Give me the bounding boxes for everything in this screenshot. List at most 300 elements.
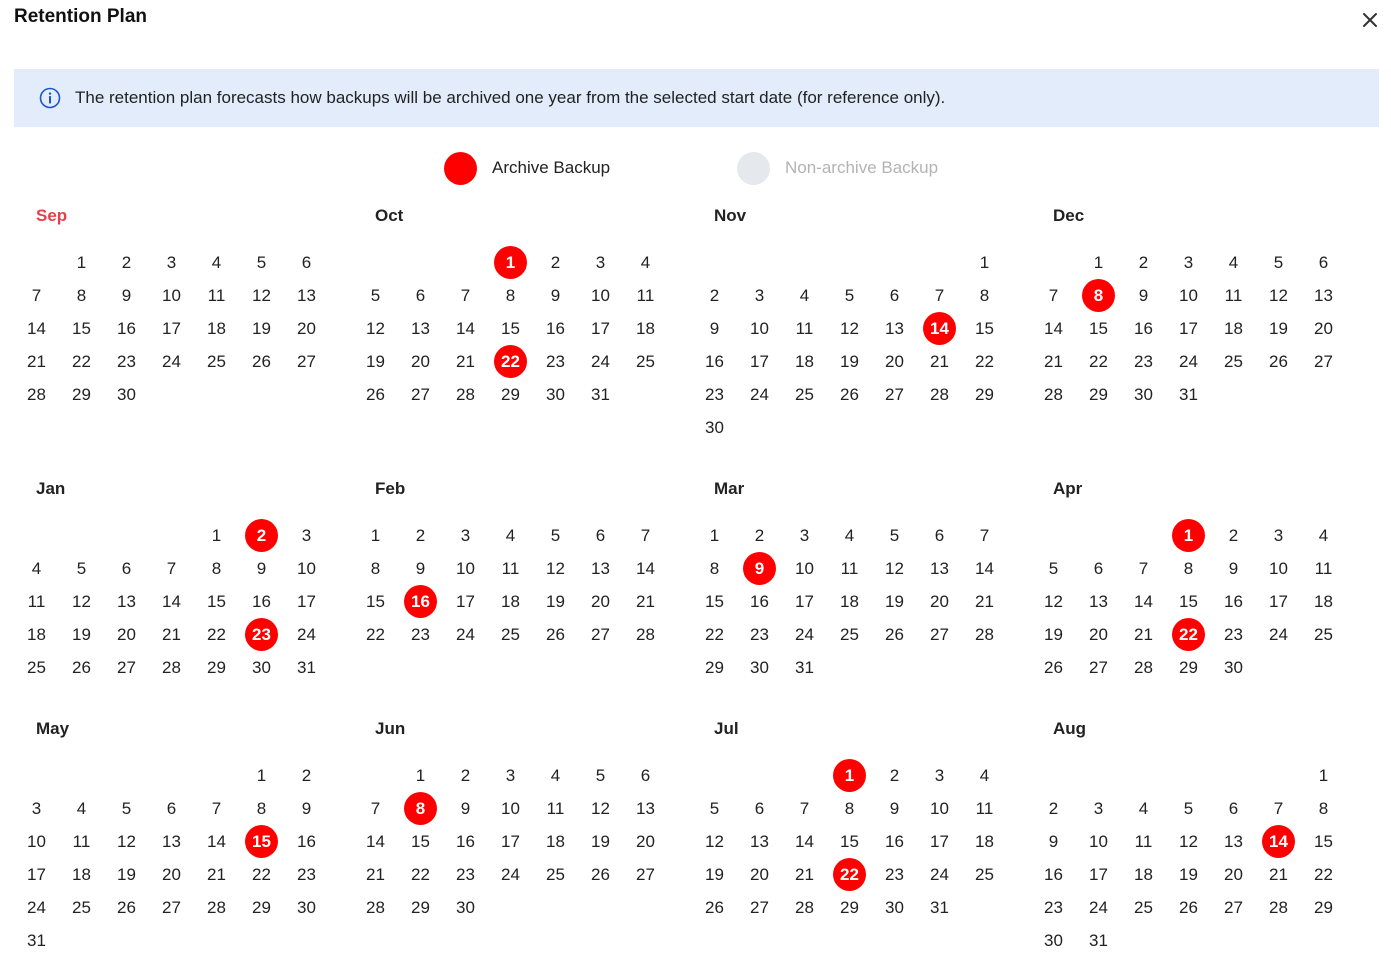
calendar-day: 9 <box>121 286 132 305</box>
calendar-day: 12 <box>705 832 724 851</box>
calendar-day: 29 <box>1179 658 1198 677</box>
calendar-day: 4 <box>505 526 516 545</box>
archive-day: 1 <box>494 246 527 279</box>
calendar-day: 11 <box>795 319 814 338</box>
calendar-day: 12 <box>1179 832 1198 851</box>
calendar-day: 9 <box>1138 286 1149 305</box>
calendar-day: 15 <box>207 592 226 611</box>
calendar-day: 26 <box>1269 352 1288 371</box>
calendar-day: 28 <box>975 625 994 644</box>
calendar-day: 24 <box>930 865 949 884</box>
info-text: The retention plan forecasts how backups will be archived one year from the selected start date (for reference only). <box>75 88 946 107</box>
calendar-day: 20 <box>1089 625 1108 644</box>
month-jan <box>27 479 350 719</box>
month-may <box>27 719 350 959</box>
month-jul <box>705 719 1028 959</box>
calendar-day: 7 <box>460 286 471 305</box>
calendar-day: 5 <box>595 766 606 785</box>
calendar-day: 4 <box>1228 253 1239 272</box>
calendar-day: 30 <box>252 658 271 677</box>
calendar-day: 25 <box>1134 898 1153 917</box>
month-name: Jan <box>36 479 66 498</box>
calendar-day: 27 <box>591 625 610 644</box>
calendar-day: 15 <box>72 319 91 338</box>
calendar-day: 5 <box>121 799 132 818</box>
calendar-day: 24 <box>795 625 814 644</box>
calendar-day: 6 <box>1228 799 1239 818</box>
calendar-day: 6 <box>595 526 606 545</box>
calendar-day: 28 <box>162 658 181 677</box>
calendar-day: 20 <box>750 865 769 884</box>
calendar-day: 25 <box>501 625 520 644</box>
calendar-day: 5 <box>256 253 267 272</box>
calendar-day: 20 <box>591 592 610 611</box>
calendar-day: 17 <box>297 592 316 611</box>
archive-day: 22 <box>494 345 527 378</box>
calendar-day: 12 <box>1269 286 1288 305</box>
calendar-day: 10 <box>1179 286 1198 305</box>
calendar-day: 20 <box>1224 865 1243 884</box>
calendar-day: 28 <box>27 385 46 404</box>
calendar-day: 2 <box>889 766 900 785</box>
calendar-day: 28 <box>456 385 475 404</box>
calendar-day: 23 <box>1134 352 1153 371</box>
calendar-day: 29 <box>705 658 724 677</box>
calendar-day: 8 <box>709 559 720 578</box>
calendar-day: 12 <box>591 799 610 818</box>
calendar-day: 23 <box>297 865 316 884</box>
calendar-day: 27 <box>930 625 949 644</box>
calendar-day: 17 <box>591 319 610 338</box>
calendar-day: 8 <box>256 799 267 818</box>
calendar-day: 23 <box>885 865 904 884</box>
calendar-day: 11 <box>72 832 91 851</box>
calendar-day: 17 <box>750 352 769 371</box>
calendar-day: 6 <box>640 766 651 785</box>
calendar-day: 26 <box>117 898 136 917</box>
month-name: Aug <box>1053 719 1087 738</box>
calendar-day: 4 <box>550 766 561 785</box>
calendar-day: 2 <box>301 766 312 785</box>
calendar-day: 23 <box>1224 625 1243 644</box>
calendar-day: 10 <box>930 799 949 818</box>
calendar-day: 22 <box>366 625 385 644</box>
calendar-day: 30 <box>1044 931 1063 950</box>
calendar-day: 9 <box>550 286 561 305</box>
calendar-day: 13 <box>1089 592 1108 611</box>
calendar-day: 10 <box>795 559 814 578</box>
month-dec <box>1044 206 1367 446</box>
calendar-day: 26 <box>72 658 91 677</box>
calendar-day: 29 <box>72 385 91 404</box>
calendar-day: 26 <box>546 625 565 644</box>
calendar-day: 14 <box>366 832 385 851</box>
calendar-day: 16 <box>1224 592 1243 611</box>
calendar-day: 3 <box>1273 526 1284 545</box>
month-nov <box>705 206 1028 446</box>
calendar-day: 16 <box>1044 865 1063 884</box>
calendar-day: 11 <box>1134 832 1153 851</box>
archive-day: 1 <box>1172 519 1205 552</box>
calendar-day: 5 <box>1048 559 1059 578</box>
calendar-day: 10 <box>297 559 316 578</box>
calendar-day: 21 <box>27 352 46 371</box>
calendar-day: 18 <box>795 352 814 371</box>
calendar-day: 4 <box>31 559 42 578</box>
month-name: Apr <box>1053 479 1083 498</box>
calendar-day: 15 <box>411 832 430 851</box>
calendar-day: 7 <box>370 799 381 818</box>
calendar-day: 29 <box>1314 898 1333 917</box>
calendar-day: 13 <box>930 559 949 578</box>
calendar-day: 5 <box>709 799 720 818</box>
calendar-day: 24 <box>750 385 769 404</box>
calendar-day: 21 <box>1269 865 1288 884</box>
calendar-day: 1 <box>256 766 267 785</box>
calendar-day: 13 <box>636 799 655 818</box>
calendar-day: 21 <box>456 352 475 371</box>
calendar-day: 6 <box>121 559 132 578</box>
calendar-day: 8 <box>211 559 222 578</box>
calendar-day: 21 <box>162 625 181 644</box>
calendar-day: 9 <box>1228 559 1239 578</box>
calendar-day: 22 <box>72 352 91 371</box>
legend-label: Non-archive Backup <box>785 158 939 177</box>
calendar-day: 12 <box>840 319 859 338</box>
calendar-day: 14 <box>207 832 226 851</box>
calendar-day: 19 <box>252 319 271 338</box>
calendar-day: 16 <box>297 832 316 851</box>
calendar-day: 22 <box>1314 865 1333 884</box>
calendar-day: 19 <box>1269 319 1288 338</box>
calendar-day: 19 <box>705 865 724 884</box>
calendar-day: 11 <box>1224 286 1243 305</box>
calendar-day: 27 <box>1224 898 1243 917</box>
calendar-day: 9 <box>415 559 426 578</box>
calendar-day: 5 <box>889 526 900 545</box>
calendar-day: 8 <box>505 286 516 305</box>
calendar-day: 25 <box>546 865 565 884</box>
calendar-day: 22 <box>705 625 724 644</box>
calendar-day: 1 <box>1093 253 1104 272</box>
calendar-day: 15 <box>840 832 859 851</box>
archive-day: 2 <box>245 519 278 552</box>
calendar-day: 13 <box>1224 832 1243 851</box>
calendar-day: 23 <box>705 385 724 404</box>
calendar-day: 23 <box>750 625 769 644</box>
calendar-day: 21 <box>795 865 814 884</box>
calendar-day: 3 <box>754 286 765 305</box>
calendar-day: 7 <box>640 526 651 545</box>
calendar-day: 6 <box>754 799 765 818</box>
calendar-day: 23 <box>411 625 430 644</box>
calendar-day: 2 <box>1048 799 1059 818</box>
archive-day: 22 <box>833 858 866 891</box>
calendar-day: 4 <box>640 253 651 272</box>
calendar-day: 18 <box>1314 592 1333 611</box>
calendar-day: 2 <box>1228 526 1239 545</box>
calendar-day: 21 <box>975 592 994 611</box>
calendar-day: 21 <box>636 592 655 611</box>
calendar-day: 28 <box>1134 658 1153 677</box>
archive-day: 14 <box>1262 825 1295 858</box>
calendar-day: 14 <box>795 832 814 851</box>
calendar-day: 14 <box>27 319 46 338</box>
calendar-day: 19 <box>72 625 91 644</box>
calendar-day: 24 <box>1179 352 1198 371</box>
calendar-day: 3 <box>505 766 516 785</box>
calendar-day: 1 <box>415 766 426 785</box>
calendar-day: 29 <box>840 898 859 917</box>
calendar-day: 25 <box>1224 352 1243 371</box>
calendar-day: 18 <box>636 319 655 338</box>
calendar-day: 21 <box>1134 625 1153 644</box>
calendar-day: 18 <box>27 625 46 644</box>
calendar-day: 2 <box>460 766 471 785</box>
calendar-day: 24 <box>1269 625 1288 644</box>
calendar-day: 10 <box>1089 832 1108 851</box>
month-name: Mar <box>714 479 745 498</box>
calendar-day: 2 <box>1138 253 1149 272</box>
calendar-day: 26 <box>1044 658 1063 677</box>
calendar-day: 29 <box>411 898 430 917</box>
calendar-day: 30 <box>705 418 724 437</box>
calendar-day: 13 <box>411 319 430 338</box>
calendar-day: 31 <box>297 658 316 677</box>
calendar-day: 26 <box>366 385 385 404</box>
calendar-day: 17 <box>162 319 181 338</box>
calendar-day: 11 <box>27 592 46 611</box>
calendar-day: 12 <box>366 319 385 338</box>
calendar-day: 29 <box>252 898 271 917</box>
calendar-day: 6 <box>301 253 312 272</box>
calendar-day: 20 <box>930 592 949 611</box>
calendar-day: 31 <box>1179 385 1198 404</box>
calendar-day: 26 <box>1179 898 1198 917</box>
calendar-day: 15 <box>975 319 994 338</box>
calendar-day: 7 <box>31 286 42 305</box>
calendar-day: 4 <box>76 799 87 818</box>
calendar-day: 31 <box>795 658 814 677</box>
calendar-day: 30 <box>117 385 136 404</box>
calendar-day: 27 <box>750 898 769 917</box>
calendar-day: 1 <box>211 526 222 545</box>
calendar-day: 2 <box>709 286 720 305</box>
dialog-title: Retention Plan <box>14 6 148 27</box>
calendar-day: 1 <box>76 253 87 272</box>
calendar-day: 27 <box>636 865 655 884</box>
calendar-day: 17 <box>930 832 949 851</box>
calendar-day: 4 <box>211 253 222 272</box>
calendar-day: 23 <box>546 352 565 371</box>
month-name: Nov <box>714 206 747 225</box>
calendar-day: 24 <box>297 625 316 644</box>
month-jun <box>366 719 689 959</box>
calendar-day: 27 <box>162 898 181 917</box>
calendar-day: 15 <box>1089 319 1108 338</box>
month-name: Jul <box>714 719 739 738</box>
calendar-day: 20 <box>1314 319 1333 338</box>
calendar-day: 9 <box>709 319 720 338</box>
calendar-day: 11 <box>636 286 655 305</box>
calendar-day: 31 <box>591 385 610 404</box>
calendar-day: 30 <box>1134 385 1153 404</box>
calendar-day: 23 <box>117 352 136 371</box>
calendar-day: 9 <box>889 799 900 818</box>
calendar-day: 19 <box>546 592 565 611</box>
calendar-day: 22 <box>252 865 271 884</box>
calendar-day: 15 <box>501 319 520 338</box>
calendar-day: 19 <box>117 865 136 884</box>
calendar-day: 31 <box>1089 931 1108 950</box>
calendar-day: 28 <box>930 385 949 404</box>
calendar-day: 15 <box>1179 592 1198 611</box>
calendar-day: 3 <box>934 766 945 785</box>
archive-day: 8 <box>1082 279 1115 312</box>
calendar-day: 14 <box>975 559 994 578</box>
archive-day: 22 <box>1172 618 1205 651</box>
calendar-day: 7 <box>934 286 945 305</box>
calendar-day: 16 <box>117 319 136 338</box>
calendar-day: 28 <box>366 898 385 917</box>
calendar-day: 23 <box>1044 898 1063 917</box>
calendar-day: 26 <box>705 898 724 917</box>
calendar-day: 15 <box>366 592 385 611</box>
calendar-day: 5 <box>76 559 87 578</box>
month-name: May <box>36 719 70 738</box>
calendar-day: 11 <box>840 559 859 578</box>
calendar-day: 17 <box>795 592 814 611</box>
calendar-day: 18 <box>1224 319 1243 338</box>
calendar-day: 22 <box>411 865 430 884</box>
calendar-day: 4 <box>1138 799 1149 818</box>
archive-day: 9 <box>743 552 776 585</box>
calendar-day: 19 <box>840 352 859 371</box>
calendar-day: 13 <box>162 832 181 851</box>
calendar-day: 5 <box>550 526 561 545</box>
calendar-day: 7 <box>1138 559 1149 578</box>
calendar-day: 24 <box>456 625 475 644</box>
month-mar <box>705 479 1028 719</box>
calendar-day: 31 <box>27 931 46 950</box>
calendar-day: 7 <box>1048 286 1059 305</box>
calendar-day: 28 <box>1269 898 1288 917</box>
calendar-day: 16 <box>1134 319 1153 338</box>
calendar-day: 13 <box>885 319 904 338</box>
calendar-day: 28 <box>795 898 814 917</box>
calendar-day: 3 <box>301 526 312 545</box>
calendar-day: 24 <box>1089 898 1108 917</box>
calendar-day: 8 <box>1318 799 1329 818</box>
calendar-day: 19 <box>366 352 385 371</box>
month-oct <box>366 206 689 446</box>
calendar-day: 6 <box>934 526 945 545</box>
calendar-day: 23 <box>456 865 475 884</box>
calendar-day: 30 <box>456 898 475 917</box>
calendar-day: 1 <box>1318 766 1329 785</box>
calendar-day: 9 <box>460 799 471 818</box>
calendar-day: 10 <box>456 559 475 578</box>
month-aug <box>1044 719 1367 959</box>
month-name: Feb <box>375 479 406 498</box>
calendar-day: 5 <box>844 286 855 305</box>
calendar-day: 10 <box>27 832 46 851</box>
calendar-day: 10 <box>750 319 769 338</box>
calendar-day: 30 <box>1224 658 1243 677</box>
calendar-day: 3 <box>1183 253 1194 272</box>
calendar-day: 20 <box>297 319 316 338</box>
calendar-day: 3 <box>1093 799 1104 818</box>
calendar-day: 20 <box>117 625 136 644</box>
calendar-day: 29 <box>501 385 520 404</box>
calendar-day: 4 <box>979 766 990 785</box>
month-feb <box>366 479 689 719</box>
calendar-day: 16 <box>456 832 475 851</box>
calendar-day: 25 <box>636 352 655 371</box>
calendar-day: 21 <box>1044 352 1063 371</box>
calendar-day: 16 <box>885 832 904 851</box>
calendar-day: 25 <box>72 898 91 917</box>
calendar-day: 21 <box>930 352 949 371</box>
archive-day: 15 <box>245 825 278 858</box>
calendar-day: 3 <box>166 253 177 272</box>
calendar-day: 13 <box>1314 286 1333 305</box>
calendar-day: 24 <box>591 352 610 371</box>
calendar-day: 25 <box>975 865 994 884</box>
calendar-day: 13 <box>297 286 316 305</box>
calendar-day: 27 <box>297 352 316 371</box>
calendar-day: 30 <box>885 898 904 917</box>
calendar-day: 14 <box>1134 592 1153 611</box>
calendar-day: 22 <box>975 352 994 371</box>
calendar-day: 3 <box>799 526 810 545</box>
calendar-day: 10 <box>162 286 181 305</box>
calendar-day: 15 <box>705 592 724 611</box>
calendar-day: 29 <box>975 385 994 404</box>
calendar-day: 22 <box>207 625 226 644</box>
calendar-day: 29 <box>1089 385 1108 404</box>
calendar-day: 7 <box>979 526 990 545</box>
calendar-day: 18 <box>207 319 226 338</box>
calendar-day: 9 <box>301 799 312 818</box>
calendar-day: 6 <box>166 799 177 818</box>
calendar-day: 27 <box>1314 352 1333 371</box>
calendar-day: 13 <box>117 592 136 611</box>
calendar-day: 7 <box>211 799 222 818</box>
calendar-day: 8 <box>370 559 381 578</box>
calendar-day: 2 <box>415 526 426 545</box>
calendar-day: 17 <box>1089 865 1108 884</box>
month-name: Sep <box>36 206 68 225</box>
calendar-day: 15 <box>1314 832 1333 851</box>
calendar-day: 8 <box>844 799 855 818</box>
calendar-day: 2 <box>550 253 561 272</box>
calendar-day: 28 <box>1044 385 1063 404</box>
calendar-day: 18 <box>1134 865 1153 884</box>
archive-day: 16 <box>404 585 437 618</box>
calendar-day: 6 <box>1318 253 1329 272</box>
calendar-day: 13 <box>591 559 610 578</box>
calendar-day: 20 <box>885 352 904 371</box>
calendar-day: 20 <box>162 865 181 884</box>
calendar-day: 30 <box>546 385 565 404</box>
calendar-day: 3 <box>595 253 606 272</box>
calendar-day: 27 <box>885 385 904 404</box>
calendar-day: 4 <box>1318 526 1329 545</box>
calendar-day: 12 <box>252 286 271 305</box>
calendar-day: 17 <box>456 592 475 611</box>
calendar-day: 12 <box>72 592 91 611</box>
